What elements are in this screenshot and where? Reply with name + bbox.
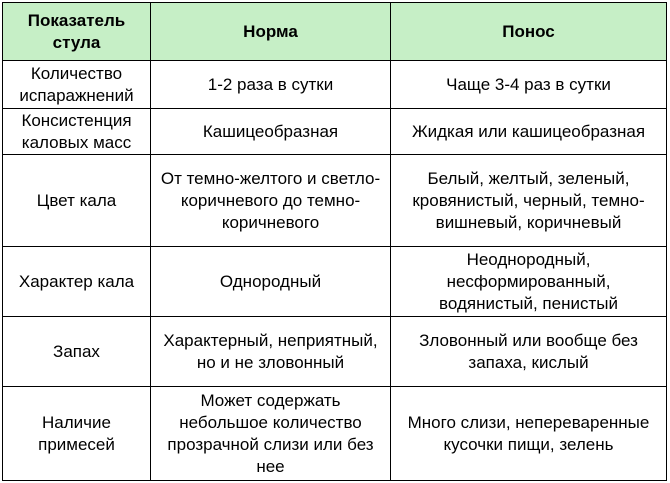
row-label: Количество испаражнений: [3, 61, 151, 109]
diarrhea-cell: Много слизи, непереваренные кусочки пищи, зелень: [391, 387, 667, 481]
norm-cell: Характерный, неприятный, но и не зловонный: [151, 317, 391, 387]
diarrhea-cell: Белый, желтый, зеленый, кровянистый, черный, темно-вишневый, коричневый: [391, 155, 667, 247]
header-norm: Норма: [151, 3, 391, 61]
diarrhea-cell: Чаще 3-4 раз в сутки: [391, 61, 667, 109]
table-row: [3, 247, 667, 317]
norm-cell: От темно-желтого и светло-коричневого до темно-коричневого: [151, 155, 391, 247]
row-label: Цвет кала: [3, 155, 151, 247]
table-row: [3, 155, 667, 247]
norm-cell: Может содержать небольшое количество прозрачной слизи или без нее: [151, 387, 391, 481]
table-row: [3, 387, 667, 481]
header-indicator: Показатель стула: [3, 3, 151, 61]
norm-cell: Однородный: [151, 247, 391, 317]
table-row: [3, 61, 667, 109]
table-row: [3, 317, 667, 387]
header-row: [3, 3, 667, 61]
row-label: Наличие примесей: [3, 387, 151, 481]
row-label: Запах: [3, 317, 151, 387]
row-label: Характер кала: [3, 247, 151, 317]
diarrhea-cell: Неоднородный, несформированный, водянистый, пенистый: [391, 247, 667, 317]
diarrhea-cell: Зловонный или вообще без запаха, кислый: [391, 317, 667, 387]
table-row: [3, 109, 667, 155]
norm-cell: Кашицеобразная: [151, 109, 391, 155]
norm-cell: 1-2 раза в сутки: [151, 61, 391, 109]
stool-comparison-table: [2, 2, 667, 481]
header-diarrhea: Понос: [391, 3, 667, 61]
row-label: Консистенция каловых масс: [3, 109, 151, 155]
diarrhea-cell: Жидкая или кашицеобразная: [391, 109, 667, 155]
